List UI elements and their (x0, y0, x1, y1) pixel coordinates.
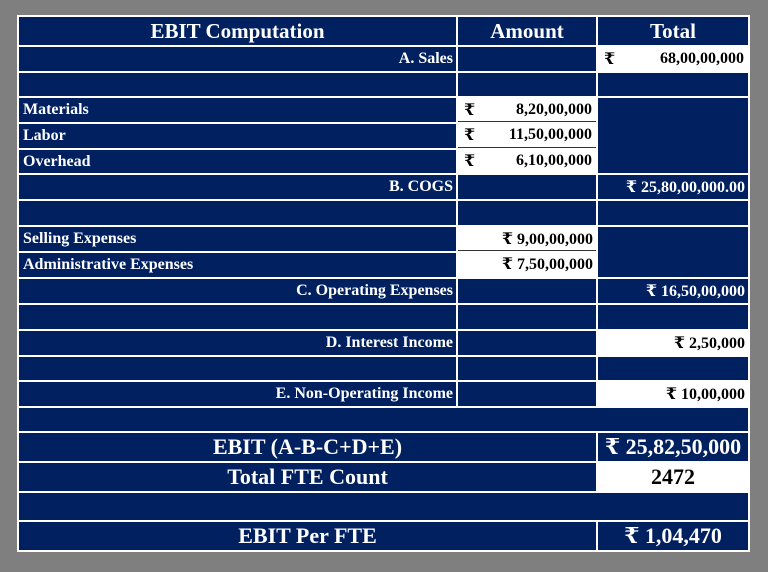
blank-cell[interactable] (458, 357, 596, 380)
materials-label[interactable]: Materials (19, 98, 456, 122)
materials-amount-cell[interactable] (458, 98, 596, 122)
sales-total-cell[interactable] (598, 47, 748, 71)
interest-income-total[interactable]: ₹ 2,50,000 (598, 331, 748, 355)
blank-cell[interactable] (598, 201, 748, 225)
overhead-label[interactable]: Overhead (19, 150, 456, 173)
opex-total[interactable]: ₹ 16,50,00,000 (598, 279, 748, 303)
blank-cell[interactable] (458, 73, 596, 96)
opex-amount-cell[interactable] (458, 279, 596, 303)
sales-total: 68,00,00,000 (660, 50, 744, 67)
ebit-per-fte-label[interactable]: EBIT Per FTE (19, 522, 596, 550)
blank-cell[interactable] (19, 201, 456, 225)
blank-cell[interactable] (458, 305, 596, 329)
ebit-table (17, 15, 750, 552)
admin-expenses-amount[interactable]: ₹ 7,50,00,000 (458, 251, 596, 277)
labor-label[interactable]: Labor (19, 124, 456, 148)
header-total: Total (598, 17, 748, 45)
interest-income-label[interactable]: D. Interest Income (19, 331, 456, 355)
cogs-label[interactable]: B. COGS (19, 175, 456, 199)
header-title: EBIT Computation (19, 17, 456, 45)
blank-cell[interactable] (19, 493, 748, 520)
blank-cell[interactable] (598, 73, 748, 96)
rupee-symbol: ₹ (464, 127, 476, 144)
ebit-per-fte-value[interactable]: ₹ 1,04,470 (598, 522, 748, 550)
overhead-amount: 6,10,00,000 (516, 151, 592, 169)
cogs-amount-cell[interactable] (458, 175, 596, 199)
interest-amount-cell[interactable] (458, 331, 596, 355)
blank-cell[interactable] (598, 305, 748, 329)
rupee-symbol: ₹ (464, 152, 476, 170)
non-operating-income-total[interactable]: ₹ 10,00,000 (598, 382, 748, 406)
blank-cell[interactable] (19, 357, 456, 380)
blank-cell[interactable] (458, 201, 596, 225)
non-operating-income-label[interactable]: E. Non-Operating Income (19, 382, 456, 406)
ebit-label[interactable]: EBIT (A-B-C+D+E) (19, 433, 596, 461)
fte-count-value[interactable]: 2472 (598, 463, 748, 491)
blank-cell[interactable] (598, 357, 748, 380)
fte-count-label[interactable]: Total FTE Count (19, 463, 596, 491)
cogs-total[interactable]: ₹ 25,80,00,000.00 (598, 175, 748, 199)
materials-amount: 8,20,00,000 (516, 100, 592, 118)
nonop-amount-cell[interactable] (458, 382, 596, 406)
labor-amount-cell[interactable] (458, 123, 596, 148)
admin-expenses-label[interactable]: Administrative Expenses (19, 253, 456, 277)
ebit-total[interactable]: ₹ 25,82,50,000 (598, 433, 748, 461)
rupee-symbol: ₹ (604, 51, 616, 68)
blank-cell[interactable] (19, 305, 456, 329)
blank-cell[interactable] (19, 408, 748, 431)
rupee-symbol: ₹ (464, 101, 476, 119)
selling-expenses-label[interactable]: Selling Expenses (19, 227, 456, 251)
header-amount: Amount (458, 17, 596, 45)
blank-cell[interactable] (598, 227, 748, 277)
overhead-amount-cell[interactable] (458, 148, 596, 173)
opex-label[interactable]: C. Operating Expenses (19, 279, 456, 303)
sales-amount-cell[interactable] (458, 47, 596, 71)
sales-label[interactable]: A. Sales (19, 47, 456, 71)
blank-cell[interactable] (19, 73, 456, 96)
selling-expenses-amount[interactable]: ₹ 9,00,00,000 (458, 227, 596, 251)
labor-amount: 11,50,00,000 (508, 126, 592, 143)
blank-cell[interactable] (598, 98, 748, 173)
